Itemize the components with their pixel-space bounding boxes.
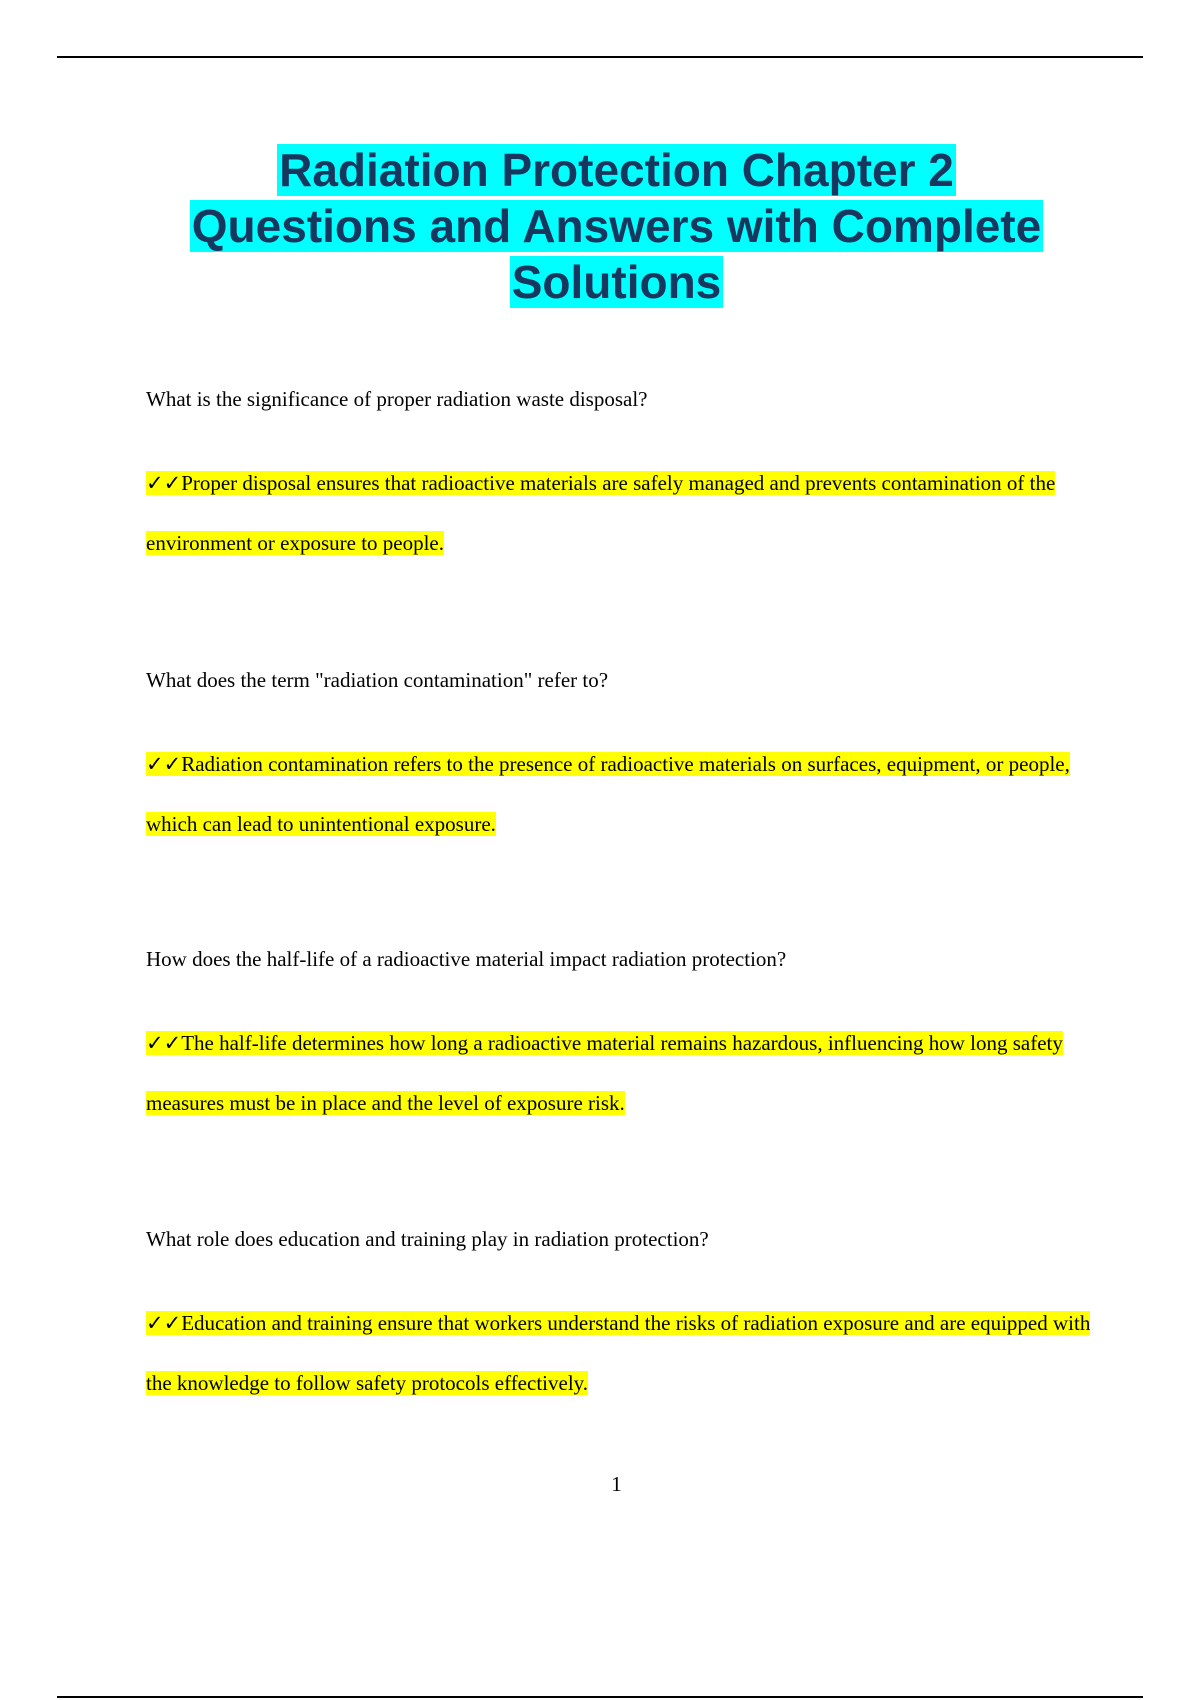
title-line	[100, 254, 1133, 310]
question-text: How does the half-life of a radioactive material impact radiation protection?	[146, 947, 787, 971]
title-line-text: Radiation Protection Chapter 2	[279, 144, 954, 196]
qa-item	[146, 945, 1106, 1133]
answer-text: ✓✓The half-life determines how long a radioactive material remains hazardous, influencing how long safety measures must be in place and the level of exposure risk.	[146, 1031, 1063, 1115]
answer-block	[146, 1013, 1106, 1133]
page-number: 1	[611, 1472, 622, 1496]
answer-text: ✓✓Radiation contamination refers to the presence of radioactive materials on surfaces, equipment, or people, which can lead to unintentional exposure.	[146, 752, 1070, 836]
title-line	[100, 142, 1133, 198]
answer-block	[146, 734, 1106, 854]
question-text: What role does education and training play in radiation protection?	[146, 1227, 709, 1251]
answer-text: ✓✓Proper disposal ensures that radioactive materials are safely managed and prevents contamination of the environment or exposure to people.	[146, 471, 1056, 555]
qa-item	[146, 385, 1106, 573]
top-rule	[57, 56, 1143, 58]
title-line	[100, 198, 1133, 254]
title-line-text: Solutions	[511, 256, 722, 308]
bottom-rule	[57, 1696, 1143, 1698]
document-title	[100, 142, 1133, 310]
qa-item	[146, 666, 1106, 854]
title-line-text: Questions and Answers with Complete	[191, 200, 1042, 252]
answer-text: ✓✓Education and training ensure that workers understand the risks of radiation exposure and are equipped with the knowledge to follow safety protocols effectively.	[146, 1311, 1091, 1395]
qa-item	[146, 1225, 1106, 1413]
answer-block	[146, 1293, 1106, 1413]
question-text: What is the significance of proper radiation waste disposal?	[146, 387, 648, 411]
answer-block	[146, 453, 1106, 573]
question-text: What does the term "radiation contamination" refer to?	[146, 668, 609, 692]
